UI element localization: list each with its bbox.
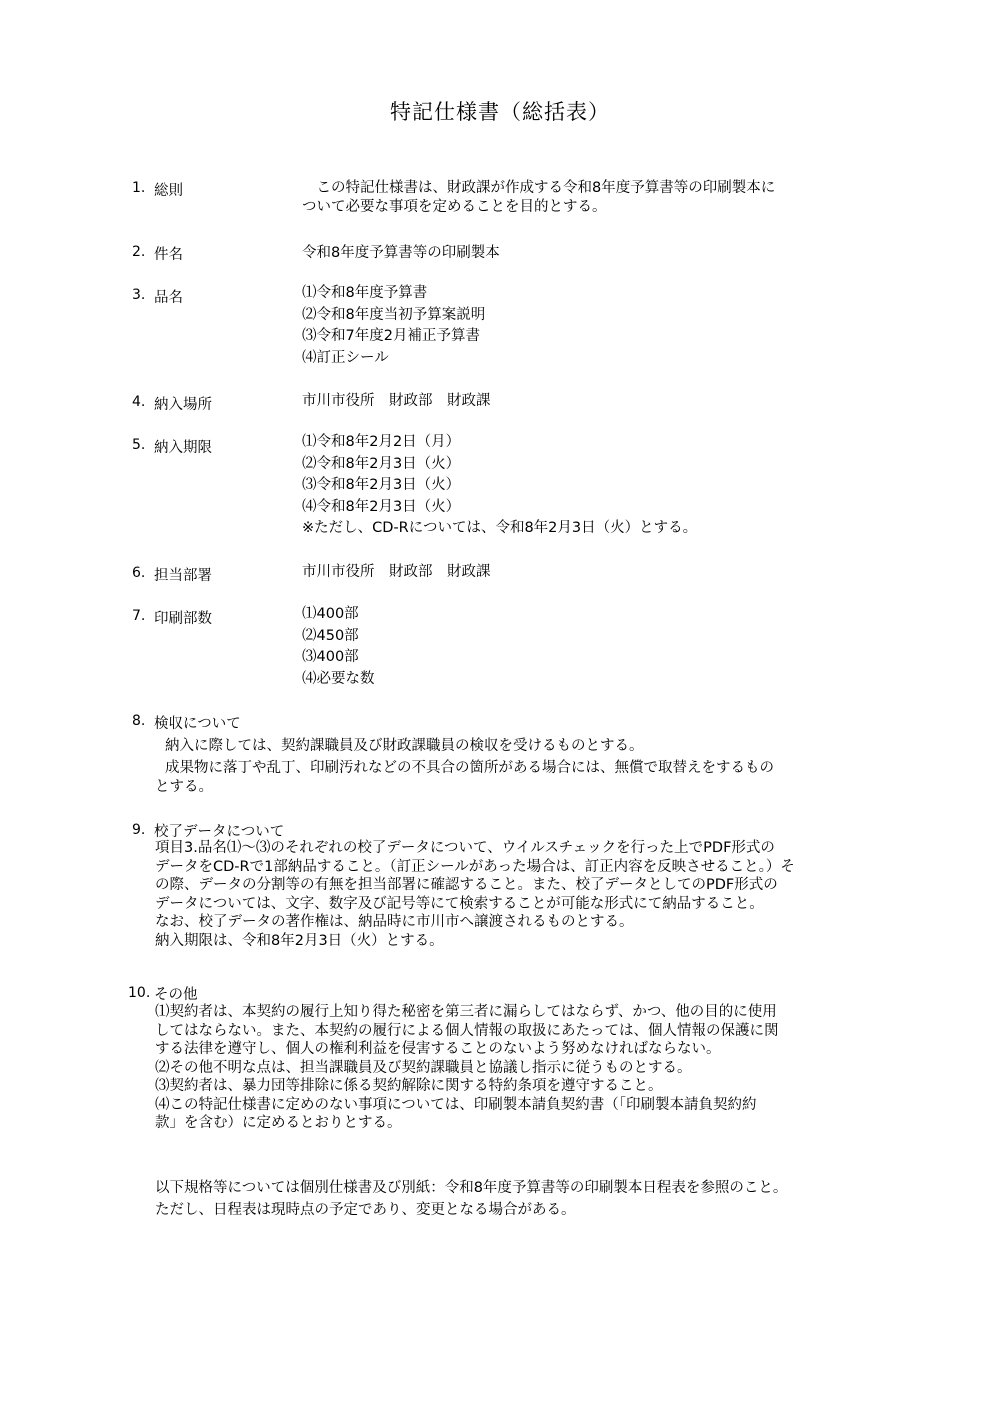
section-label: その他 <box>154 987 198 1003</box>
section-body: 納入に際しては、契約課職員及び財政課職員の検収を受けるものとする。 <box>165 738 644 754</box>
section-label: 印刷部数 <box>154 611 212 627</box>
section-number: 9. <box>132 822 146 838</box>
section-body: ⑴令和8年2月2日（月） ⑵令和8年2月3日（火） ⑶令和8年2月3日（火） ⑷令和8年2月3日（火） ※ただし、CD-Rについては、令和8年2月3日（火）とする。 <box>302 434 698 536</box>
section-body: 令和8年度予算書等の印刷製本 <box>302 245 500 261</box>
section-label: 品名 <box>154 290 183 306</box>
section-body: 市川市役所 財政部 財政課 <box>302 393 491 409</box>
section-label: 担当部署 <box>154 568 212 584</box>
section-label: 検収について <box>154 716 241 732</box>
closing-note: 以下規格等については個別仕様書及び別紙：令和8年度予算書等の印刷製本日程表を参照のこと。 ただし、日程表は現時点の予定であり、変更となる場合がある。 <box>155 1180 788 1218</box>
section-body: ⑴400部 ⑵450部 ⑶400部 ⑷必要な数 <box>302 606 375 687</box>
section-body: 市川市役所 財政部 財政課 <box>302 564 491 580</box>
section-label: 総則 <box>154 183 183 199</box>
section-number: 10. <box>128 985 151 1001</box>
section-number: 4. <box>132 394 146 410</box>
page-title: 特記仕様書（総括表） <box>390 100 610 124</box>
section-number: 2. <box>132 244 146 260</box>
section-body: ⑴令和8年度予算書 ⑵令和8年度当初予算案説明 ⑶令和7年度2月補正予算書 ⑷訂正シール <box>302 285 486 366</box>
section-number: 8. <box>132 713 146 729</box>
section-number: 6. <box>132 565 146 581</box>
section-label: 校了データについて <box>154 824 285 840</box>
section-body: この特記仕様書は、財政課が作成する令和8年度予算書等の印刷製本に ついて必要な事項を定めることを目的とする。 <box>302 180 776 215</box>
section-number: 1. <box>132 180 146 196</box>
section-label: 件名 <box>154 247 183 263</box>
section-label: 納入期限 <box>154 440 212 456</box>
section-label: 納入場所 <box>154 397 212 413</box>
section-number: 5. <box>132 437 146 453</box>
section-body: 項目3.品名⑴～⑶のそれぞれの校了データについて、ウイルスチェックを行った上でPDF形式の データをCD-Rで1部納品すること。（訂正シールがあった場合は、訂正内容を反映させること。）そ の際、データの分割等の有無を担当部署に確認すること。また、校了データとしてのPDF形式の データについては、文字、数字及び記号等にて検索することが可能な形式にて納品すること。 なお、校了データの著作権は、納品時に市川市へ譲渡されるものとする。 納入期限は、令和8年2月3日（火）とする。 <box>155 840 795 949</box>
section-number: 7. <box>132 608 146 624</box>
section-body: とする。 <box>155 779 213 795</box>
section-number: 3. <box>132 287 146 303</box>
section-body: ⑴契約者は、本契約の履行上知り得た秘密を第三者に漏らしてはならず、かつ、他の目的に使用 してはならない。また、本契約の履行による個人情報の取扱にあたっては、個人情報の保護に関 する法律を遵守し、個人の権利利益を侵害することのないよう努めなければならない。 ⑵その他不明な点は、担当課職員及び契約課職員と協議し指示に従うものとする。 ⑶契約者は、暴力団等排除に係る契約解除に関する特約条項を遵守すること。 ⑷この特記仕様書に定めのない事項については、印刷製本請負契約書（「印刷製本請負契約約 款」を含む）に定めるとおりとする。 <box>155 1004 779 1131</box>
section-body: 成果物に落丁や乱丁、印刷汚れなどの不具合の箇所がある場合には、無償で取替えをするもの <box>165 760 774 776</box>
